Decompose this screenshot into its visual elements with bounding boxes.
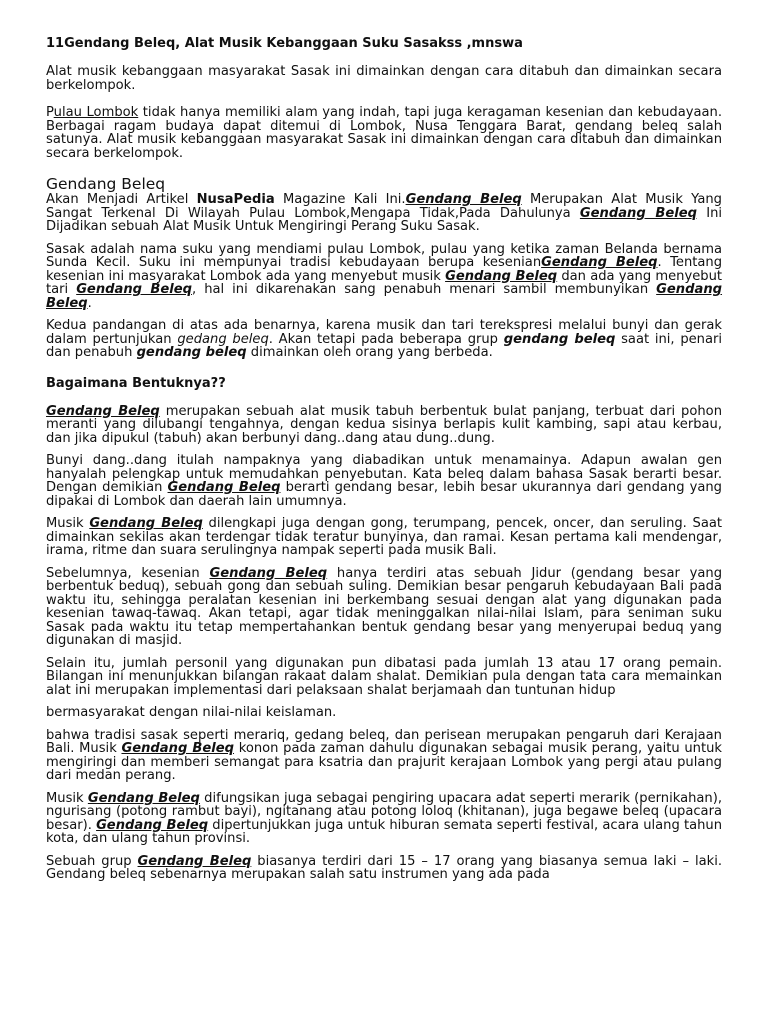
text-span: tidak hanya memiliki alam yang indah, tapi juga keragaman kesenian dan kebudayaan. Berbagai ragam budaya dapat ditemui di Lombok, Nusa Tenggara Barat, gendang beleq salah satunya. Alat musik kebanggaan masyarakat Sasak ini dimainkan dengan cara ditabuh dan dimainkan secara berkelompok.	[46, 105, 722, 161]
text-span: Sebelumnya, kesenian	[46, 565, 210, 581]
gendang-beleq-term: Gendang Beleq	[445, 268, 558, 284]
gendang-beleq-term: Gendang Beleq	[76, 282, 193, 297]
text-span: . Tentang kesenian ini masyarakat Lombok ada yang menyebut musik	[46, 255, 723, 284]
text-span: berarti gendang besar, lebih besar ukurannya dari gendang yang dipakai di Lombok dan daerah lain umumnya.	[46, 480, 722, 509]
paragraph-bunyi	[46, 454, 722, 508]
text-span: Merupakan Alat Musik Yang Sangat Terkenal Di Wilayah Pulau Lombok,Mengapa Tidak,Pada Dahulunya	[46, 192, 722, 221]
gedang-beleq-term: gedang beleq	[177, 331, 269, 347]
pulau-lombok-link[interactable]: ulau Lombok	[53, 105, 139, 120]
text-span: konon pada zaman dahulu digunakan sebagai musik perang, yaitu untuk mengiringi dan memberi semangat para ksatria dan prajurit kerajaan Lombok yang pergi atau pulang dari medan perang.	[46, 741, 722, 783]
paragraph-bermasyarakat: bermasyarakat dengan nilai-nilai keislaman.	[46, 705, 337, 720]
paragraph-tradisi	[46, 729, 722, 783]
text-span: Sebuah grup	[46, 853, 138, 869]
text-span: saat ini, penari dan penabuh	[46, 331, 723, 360]
gendang-beleq-term: Gendang Beleq	[405, 192, 522, 207]
text-span: difungsikan juga sebagai pengiring upacara adat seperti merarik (pernikahan), ngurisang (potong rambut bayi), ngitanang atau potong loloq (khitanan), juga begawe beleq (upacara besar).	[46, 790, 722, 833]
text-span: bahwa tradisi sasak seperti merariq, gedang beleq, dan perisean merupakan pengaruh dari Kerajaan Bali. Musik	[46, 727, 722, 756]
text-span: dimainkan oleh orang yang berbeda.	[246, 345, 493, 360]
text-span: dan ada yang menyebut tari	[46, 268, 723, 297]
gendang-beleq-term: gendang beleq	[503, 331, 616, 347]
text-span: P	[46, 105, 54, 120]
text-span: . Akan tetapi pada beberapa grup	[268, 331, 504, 347]
gendang-beleq-term: Gendang Beleq	[46, 282, 723, 311]
text-span: biasanya terdiri dari 15 – 17 orang yang biasanya semua laki – laki. Gendang beleq sebenarnya merupakan salah satu instrumen yang ada pada	[46, 853, 722, 882]
gendang-beleq-term: Gendang Beleq	[167, 480, 281, 495]
gendang-beleq-term: Gendang Beleq	[209, 565, 328, 581]
gendang-beleq-term: Gendang Beleq	[89, 516, 203, 531]
text-span: Akan Menjadi Artikel	[46, 192, 197, 207]
brand-name: NusaPedia	[196, 192, 275, 207]
gendang-beleq-term: Gendang Beleq	[96, 817, 209, 833]
text-span: hanya terdiri atas sebuah Jidur (gendang besar yang berbentuk beduq), sebuah gong dan sebuah suling. Demikian besar pengaruh kebudayaan Bali pada waktu itu, sehingga peralatan kesenian ini berkembang sesuai dengan alat yang digunakan pada kesenian tawaq-tawaq. Akan tetapi, agar tidak meninggalkan nilai-nilai Islam, para seniman suku Sasak pada waktu itu tetap mempertahankan bentuk gendang besar yang menyerupai beduq yang digunakan di masjid.	[46, 565, 723, 648]
paragraph-grup	[46, 855, 722, 882]
text-span: Sasak adalah nama suku yang mendiami pulau Lombok, pulau yang ketika zaman Belanda bernama Sunda Kecil. Suku ini mempunyai tradisi kebudayaan berupa kesenian	[46, 241, 722, 270]
paragraph-pandangan	[46, 319, 722, 360]
text-span: .	[87, 295, 92, 311]
text-span: Kedua pandangan di atas ada benarnya, karena musik dan tari terekspresi melalui bunyi dan gerak dalam pertunjukan	[46, 318, 722, 347]
gendang-beleq-term: Gendang Beleq	[87, 790, 200, 806]
gendang-beleq-term: Gendang Beleq	[46, 403, 160, 419]
paragraph-nusapedia	[46, 193, 722, 234]
gendang-beleq-term: Gendang Beleq	[121, 741, 235, 756]
paragraph-musik	[46, 517, 722, 558]
text-span: Musik	[46, 516, 90, 531]
gendang-beleq-term: gendang beleq	[136, 345, 247, 360]
paragraph-fungsi	[46, 792, 722, 846]
paragraph-sasak	[46, 243, 722, 311]
text-span: , hal ini dikarenakan sang penabuh menari sambil membunyikan	[192, 282, 657, 297]
section-heading: Gendang Beleq	[46, 175, 166, 193]
intro-paragraph: Alat musik kebanggaan masyarakat Sasak ini dimainkan dengan cara ditabuh dan dimainkan secara berkelompok.	[46, 64, 722, 93]
document-title: 11Gendang Beleq, Alat Musik Kebanggaan Suku Sasakss ,mnswa	[46, 36, 523, 51]
paragraph-bentuk	[46, 405, 722, 446]
text-span: Bunyi dang..dang itulah nampaknya yang diabadikan untuk menamainya. Adapun awalan gen hanyalah pelengkap untuk memudahkan penyebutan. Kata beleq dalam bahasa Sasak berarti besar. Dengan demikian	[46, 453, 722, 495]
text-span: Musik	[46, 790, 88, 806]
paragraph-sebelumnya	[46, 567, 722, 648]
text-span: dipertunjukkan juga untuk hiburan semata seperti festival, acara ulang tahun kota, dan ulang tahun provinsi.	[46, 817, 723, 846]
text-span: Ini Dijadikan sebuah Alat Musik Untuk Mengiringi Perang Suku Sasak.	[46, 205, 723, 234]
gendang-beleq-term: Gendang Beleq	[541, 255, 658, 270]
subheading-bentuk: Bagaimana Bentuknya??	[46, 375, 226, 391]
paragraph-personil: Selain itu, jumlah personil yang digunakan pun dibatasi pada jumlah 13 atau 17 orang pemain. Bilangan ini menunjukkan bilangan rakaat dalam shalat. Demikian pula dengan tata cara memainkan alat ini merupakan implementasi dari pelaksaan shalat berjamaah dan tuntunan hidup	[46, 655, 722, 698]
paragraph-pulau-lombok	[46, 106, 722, 160]
gendang-beleq-term: Gendang Beleq	[137, 853, 252, 869]
gendang-beleq-term: Gendang Beleq	[579, 205, 697, 221]
text-span: merupakan sebuah alat musik tabuh berbentuk bulat panjang, terbuat dari pohon meranti yang dilubangi tengahnya, dengan kedua sisinya berlapis kulit kambing, sapi atau kerbau, dan jika dipukul (tabuh) akan berbunyi dang..dang atau dung..dung.	[46, 403, 722, 446]
text-span: Magazine Kali Ini.	[274, 192, 406, 207]
text-span: dilengkapi juga dengan gong, terumpang, pencek, oncer, dan seruling. Saat dimainkan sekilas akan terdengar tidak teratur bunyinya, dan ramai. Kesan pertama kali mendengar, irama, ritme dan suara serulingnya nampak seperti pada musik Bali.	[46, 516, 723, 558]
